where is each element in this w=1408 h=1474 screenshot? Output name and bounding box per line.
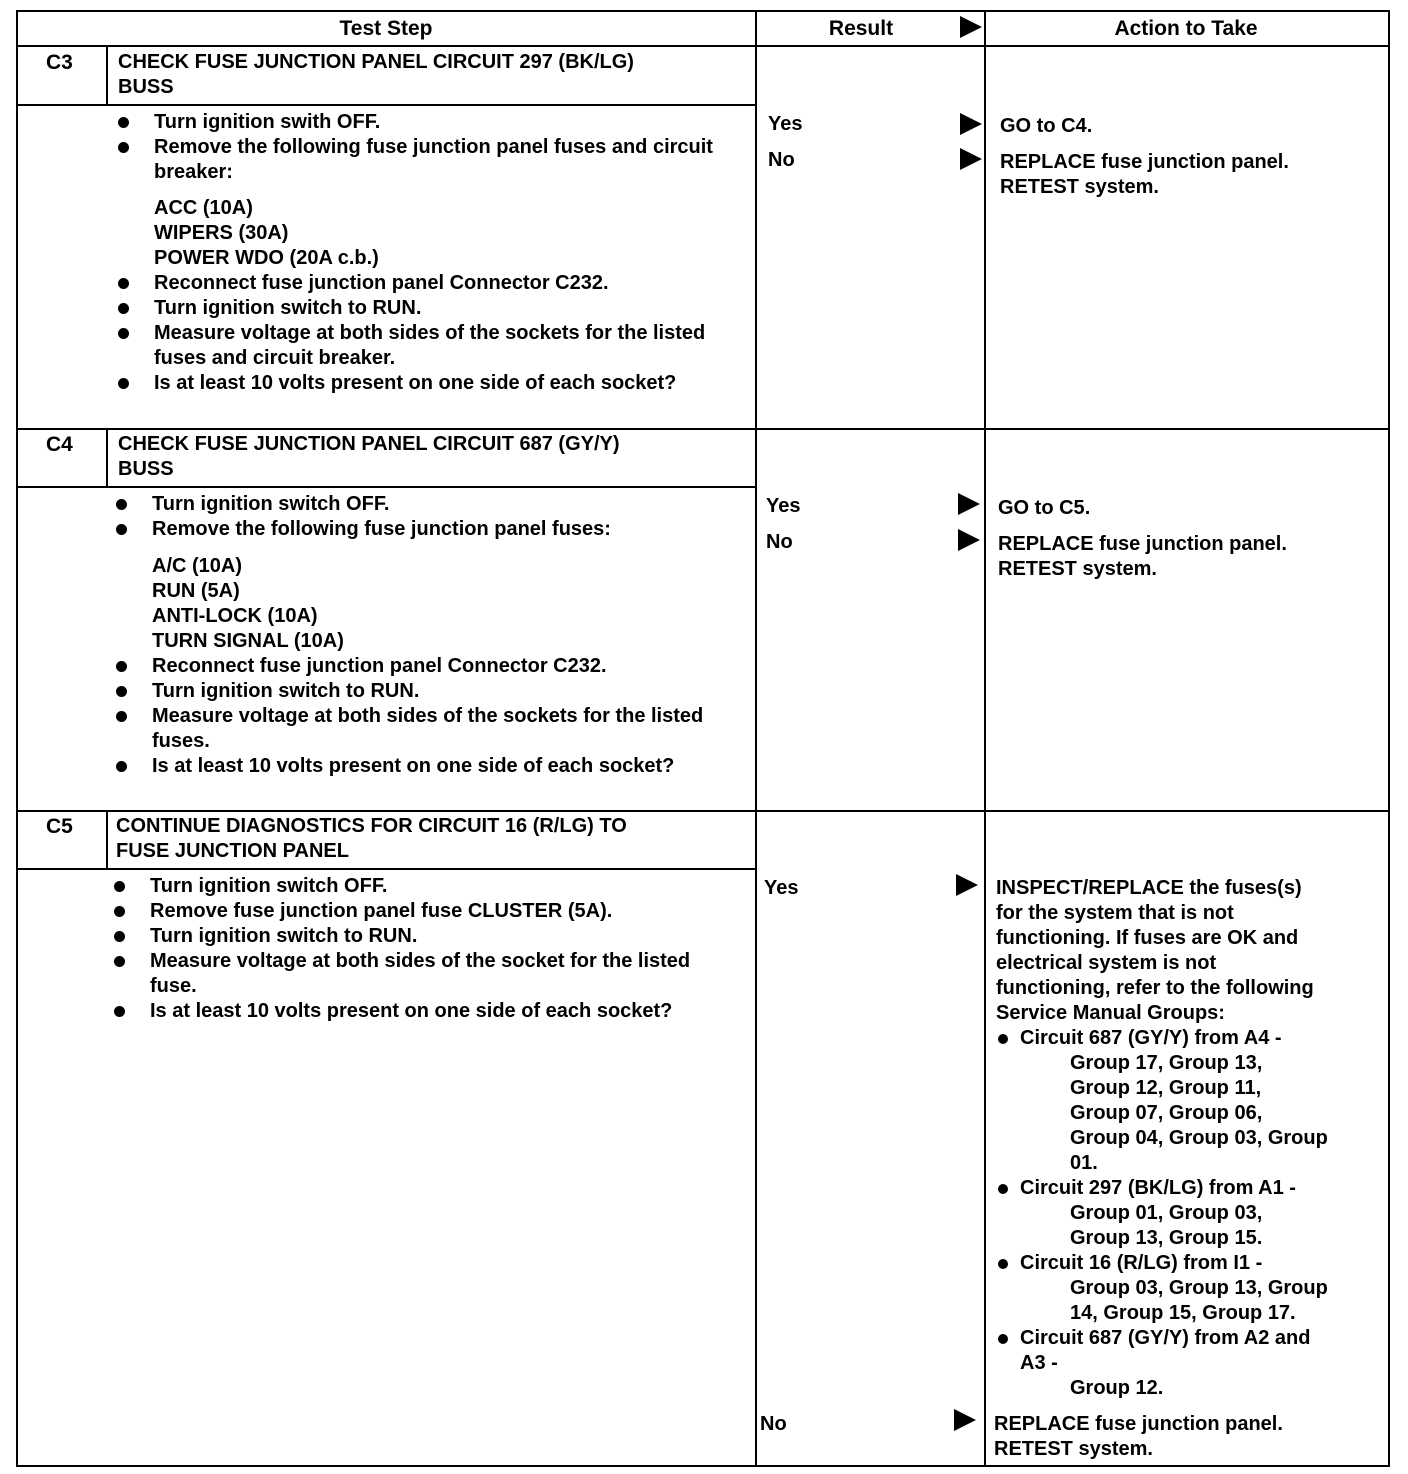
arrow-icon (960, 113, 982, 135)
section-title (116, 814, 627, 864)
fuse-item: ANTI-LOCK (10A) (152, 605, 318, 627)
group-line: Group 17, Group 13, (1070, 1052, 1263, 1074)
action-line: RETEST system. (994, 1438, 1153, 1460)
bullet-icon (998, 1334, 1008, 1344)
list-item: Turn ignition switch OFF. (114, 492, 744, 517)
group-line: Group 03, Group 13, Group (1070, 1277, 1328, 1299)
header-result: Result (828, 17, 894, 40)
action-line: functioning, refer to the following (996, 977, 1314, 999)
fuse-item: A/C (10A) (152, 555, 243, 577)
divider (106, 810, 108, 870)
fuse-list (154, 196, 379, 271)
group-line: Group 04, Group 03, Group (1070, 1127, 1328, 1149)
group-line: Group 01, Group 03, (1070, 1202, 1263, 1224)
step-list (114, 492, 744, 542)
action-line: REPLACE fuse junction panel. (1000, 151, 1289, 173)
bullet-icon (116, 711, 127, 722)
section-title (118, 432, 620, 482)
section-title (118, 50, 634, 100)
list-item: Circuit 687 (GY/Y) from A4 - Group 17, Group 13, Group 12, Group 11, Group 07, Group 06, Group 04, Group 03, Group 01. (996, 1026, 1381, 1176)
divider (16, 868, 756, 870)
arrow-icon (956, 874, 978, 896)
arrow-icon (954, 1409, 976, 1431)
bullet-icon (116, 524, 127, 535)
bullet-icon (118, 378, 129, 389)
group-line: Group 07, Group 06, (1070, 1102, 1263, 1124)
list-item: Circuit 297 (BK/LG) from A1 - Group 01, Group 03, Group 13, Group 15. (996, 1176, 1381, 1251)
diagnostic-table (16, 10, 1388, 1465)
fuse-item: TURN SIGNAL (10A) (152, 630, 344, 652)
action-line: Service Manual Groups: (996, 1002, 1225, 1024)
bullet-icon (118, 303, 129, 314)
header-test-step: Test Step (339, 17, 433, 40)
bullet-icon (116, 661, 127, 672)
list-item: Remove the following fuse junction panel fuses and circuit breaker: (116, 135, 746, 185)
bullet-icon (998, 1259, 1008, 1269)
result-yes: Yes (766, 495, 801, 517)
divider (16, 810, 1388, 812)
group-line: 14, Group 15, Group 17. (1070, 1302, 1296, 1324)
bullet-icon (118, 328, 129, 339)
step-list (116, 271, 746, 396)
group-line: 01. (1070, 1152, 1098, 1174)
header-action: Action to Take (1114, 17, 1258, 40)
list-item: Circuit 687 (GY/Y) from A2 and A3 - Group 12. (996, 1326, 1381, 1401)
bullet-icon (998, 1184, 1008, 1194)
action-line: electrical system is not (996, 952, 1217, 974)
action-line: REPLACE fuse junction panel. (994, 1413, 1283, 1435)
list-item: Turn ignition switch to RUN. (116, 296, 746, 321)
list-item: Turn ignition switch to RUN. (114, 679, 744, 704)
action-yes: GO to C4. (1000, 115, 1093, 137)
list-item: Turn ignition swith OFF. (116, 110, 746, 135)
bullet-icon (118, 142, 129, 153)
arrow-icon (960, 148, 982, 170)
step-list (116, 110, 746, 185)
bullet-icon (114, 956, 125, 967)
list-item: Turn ignition switch to RUN. (112, 924, 742, 949)
action-line: INSPECT/REPLACE the fuses(s) (996, 877, 1302, 899)
bullet-icon (116, 686, 127, 697)
bullet-icon (114, 906, 125, 917)
action-yes (996, 876, 1381, 1401)
action-line: functioning. If fuses are OK and (996, 927, 1299, 949)
action-no (998, 532, 1287, 582)
action-no (994, 1412, 1283, 1462)
bullet-icon (116, 499, 127, 510)
action-yes: GO to C5. (998, 497, 1091, 519)
list-item: Reconnect fuse junction panel Connector C232. (114, 654, 744, 679)
step-id: C4 (46, 433, 73, 456)
fuse-item: ACC (10A) (154, 197, 253, 219)
step-list (112, 874, 742, 1024)
action-line: RETEST system. (998, 558, 1157, 580)
group-line: Group 12. (1070, 1377, 1164, 1399)
arrow-icon (958, 493, 980, 515)
divider (16, 428, 1388, 430)
bullet-icon (118, 278, 129, 289)
list-item: Turn ignition switch OFF. (112, 874, 742, 899)
divider (755, 10, 757, 1465)
group-line: Group 13, Group 15. (1070, 1227, 1263, 1249)
group-list (996, 1026, 1381, 1401)
result-no: No (766, 531, 793, 553)
title-line: CONTINUE DIAGNOSTICS FOR CIRCUIT 16 (R/LG) TO (116, 815, 627, 837)
divider (106, 45, 108, 105)
list-item: Remove fuse junction panel fuse CLUSTER (5A). (112, 899, 742, 924)
list-item: Measure voltage at both sides of the sockets for the listed fuses. (114, 704, 744, 754)
result-yes: Yes (764, 877, 799, 899)
title-line: CHECK FUSE JUNCTION PANEL CIRCUIT 297 (BK/LG) (118, 51, 634, 73)
bullet-icon (998, 1034, 1008, 1044)
bullet-icon (118, 117, 129, 128)
fuse-item: WIPERS (30A) (154, 222, 289, 244)
divider (16, 104, 756, 106)
action-line: REPLACE fuse junction panel. (998, 533, 1287, 555)
list-item: Is at least 10 volts present on one side of each socket? (112, 999, 742, 1024)
title-line: BUSS (118, 76, 174, 98)
arrow-icon (960, 16, 982, 38)
arrow-icon (958, 529, 980, 551)
bullet-icon (114, 881, 125, 892)
title-line: CHECK FUSE JUNCTION PANEL CIRCUIT 687 (GY/Y) (118, 433, 620, 455)
action-line: RETEST system. (1000, 176, 1159, 198)
fuse-list (152, 554, 344, 654)
list-item: Measure voltage at both sides of the socket for the listed fuse. (112, 949, 742, 999)
fuse-item: POWER WDO (20A c.b.) (154, 247, 379, 269)
result-no: No (760, 1413, 787, 1435)
circuit-line: A3 - (1020, 1352, 1058, 1374)
action-no (1000, 150, 1289, 200)
list-item: Reconnect fuse junction panel Connector C232. (116, 271, 746, 296)
step-id: C3 (46, 51, 73, 74)
list-item: Is at least 10 volts present on one side of each socket? (114, 754, 744, 779)
divider (106, 428, 108, 488)
list-item: Remove the following fuse junction panel fuses: (114, 517, 744, 542)
step-id: C5 (46, 815, 73, 838)
list-item: Is at least 10 volts present on one side of each socket? (116, 371, 746, 396)
title-line: BUSS (118, 458, 174, 480)
result-yes: Yes (768, 113, 803, 135)
divider (984, 10, 986, 1465)
group-line: Group 12, Group 11, (1070, 1077, 1262, 1099)
list-item: Circuit 16 (R/LG) from I1 - Group 03, Group 13, Group 14, Group 15, Group 17. (996, 1251, 1381, 1326)
fuse-item: RUN (5A) (152, 580, 240, 602)
bullet-icon (116, 761, 127, 772)
step-list (114, 654, 744, 779)
title-line: FUSE JUNCTION PANEL (116, 840, 349, 862)
list-item: Measure voltage at both sides of the sockets for the listed fuses and circuit breaker. (116, 321, 746, 371)
divider (16, 486, 756, 488)
action-line: for the system that is not (996, 902, 1234, 924)
bullet-icon (114, 1006, 125, 1017)
result-no: No (768, 149, 795, 171)
bullet-icon (114, 931, 125, 942)
